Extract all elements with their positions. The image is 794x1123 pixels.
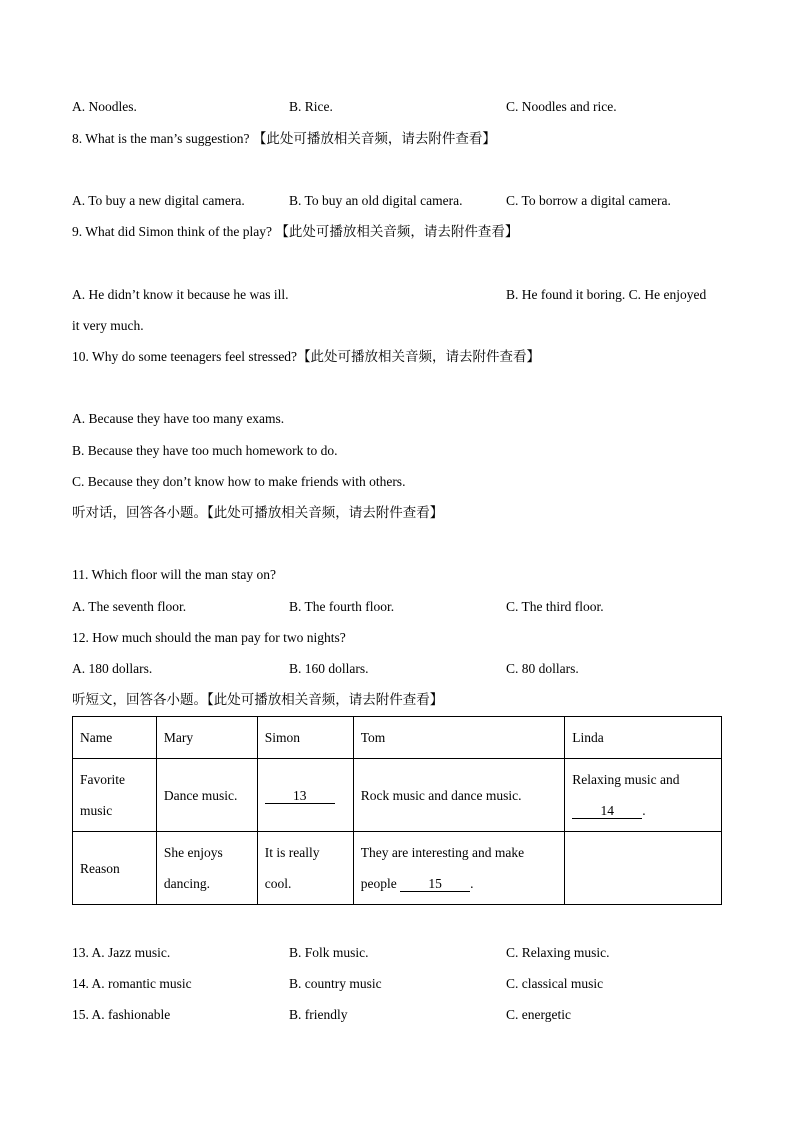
blank-13[interactable]: 13 [265,788,335,804]
header-name: Name [73,717,157,759]
simon-reason-line2: cool. [264,876,292,891]
header-mary: Mary [156,717,257,759]
q11-option-a: A. The seventh floor. [72,599,187,614]
cell-linda-reason [565,832,722,905]
cell-tom-reason [353,832,565,905]
q12-option-a: A. 180 dollars. [72,661,153,676]
cell-simon-music [257,759,353,832]
q14-option-b: B. country music [289,976,382,991]
q15-option-c: C. energetic [506,1007,571,1022]
q15-option-b: B. friendly [289,1007,348,1022]
row-label-reason: Reason [73,832,157,905]
q12-option-c: C. 80 dollars. [506,661,579,676]
q8-option-b: B. To buy an old digital camera. [289,193,463,208]
q11-option-c: C. The third floor. [506,599,604,614]
linda-music-text: Relaxing music and [572,772,680,787]
q7-option-c: C. Noodles and rice. [506,99,617,114]
mary-reason-line1: She enjoys [163,845,223,860]
row-label-favorite-music [73,759,157,832]
header-tom: Tom [353,717,565,759]
blank-15[interactable]: 15 [400,876,470,892]
cell-simon-reason [257,832,353,905]
section-dialogue-heading[interactable]: 听对话，回答各小题。【此处可播放相关音频，请去附件查看】 [72,505,444,521]
header-simon: Simon [257,717,353,759]
tom-reason-period: . [470,876,474,891]
q9-stem: 9. What did Simon think of the play? [72,224,272,239]
cell-tom-music: Rock music and dance music. [353,759,565,832]
q10-option-a: A. Because they have too many exams. [72,411,285,426]
music-table [72,716,722,905]
q10-option-b: B. Because they have too much homework to do. [72,443,338,458]
q8-option-c: C. To borrow a digital camera. [506,193,671,208]
linda-music-period: . [642,803,646,818]
q11-option-b: B. The fourth floor. [289,599,395,614]
q15-option-a: 15. A. fashionable [72,1007,171,1022]
q8-audio-note[interactable]: 【此处可播放相关音频，请去附件查看】 [252,131,496,147]
q14-option-c: C. classical music [506,976,604,991]
cell-linda-music [565,759,722,832]
q9-option-bc: B. He found it boring. C. He enjoyed [506,287,707,302]
q10-option-c: C. Because they don’t know how to make friends with others. [72,474,406,489]
q13-option-a: 13. A. Jazz music. [72,945,171,960]
q9-stem-line [72,224,518,240]
q9-option-a: A. He didn’t know it because he was ill. [72,287,289,302]
q13-option-b: B. Folk music. [289,945,369,960]
q7-option-b: B. Rice. [289,99,333,114]
q12-stem: 12. How much should the man pay for two nights? [72,630,346,645]
row-label-line2: music [80,803,113,818]
q12-option-b: B. 160 dollars. [289,661,369,676]
q8-stem-line [72,131,496,147]
section-passage-heading[interactable]: 听短文，回答各小题。【此处可播放相关音频，请去附件查看】 [72,692,444,708]
table-row-reason [73,832,722,905]
simon-reason-line1: It is really [264,845,320,860]
q10-audio-note[interactable]: 【此处可播放相关音频，请去附件查看】 [297,349,541,365]
q7-option-a: A. Noodles. [72,99,137,114]
cell-mary-reason [156,832,257,905]
q11-stem: 11. Which floor will the man stay on? [72,567,276,582]
tom-reason-prefix: people [360,876,401,891]
row-label-line1: Favorite [80,772,125,787]
q10-stem: 10. Why do some teenagers feel stressed? [72,349,298,364]
q9-option-c-continued: it very much. [72,318,144,333]
cell-mary-music: Dance music. [156,759,257,832]
q14-option-a: 14. A. romantic music [72,976,192,991]
tom-reason-line1: They are interesting and make [360,845,525,860]
q8-option-a: A. To buy a new digital camera. [72,193,245,208]
q8-stem: 8. What is the man’s suggestion? [72,131,250,146]
header-linda: Linda [565,717,722,759]
q9-audio-note[interactable]: 【此处可播放相关音频，请去附件查看】 [275,224,519,240]
mary-reason-line2: dancing. [163,876,211,891]
table-header-row [73,717,722,759]
q10-stem-line [72,349,540,365]
blank-14[interactable]: 14 [572,803,642,819]
q13-option-c: C. Relaxing music. [506,945,610,960]
table-row-favorite-music [73,759,722,832]
